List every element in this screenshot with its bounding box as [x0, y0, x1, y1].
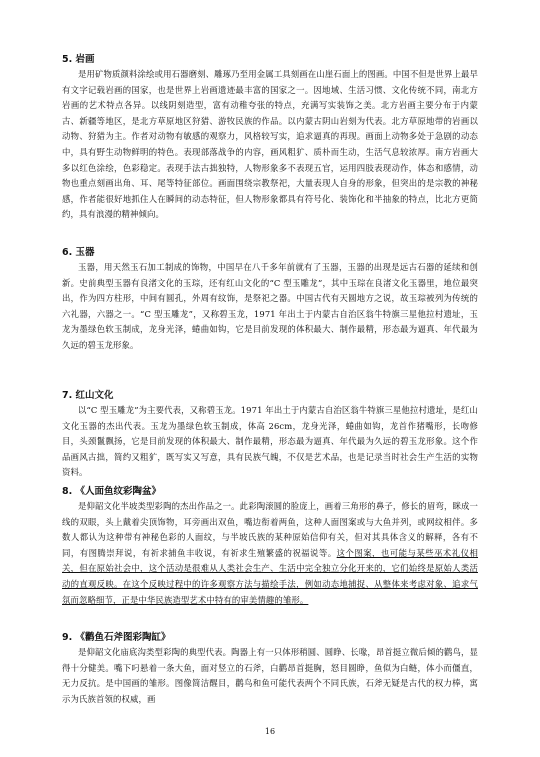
section-human-face-fish-basin	[62, 485, 478, 608]
section-stork-fish-axe-jar	[62, 631, 478, 707]
section-heading: 6. 玉器	[62, 247, 95, 258]
underlined-text: 这个图案，也可能与某些巫术礼仪相关，但在原始社会中，这个活动是很难从人类社会生产、生活中完全独立分化开来的，它们始终是原始人类活动的直观反映。在这个反映过程中的许多观察方法与描绘手法，例如动态地捕捉、从整体来考虑对象、追求气氛而忽略细节，正是中华民族造型艺术中特有的审美情趣的雏形。	[62, 547, 479, 605]
section-paragraph: 以“C 型玉雕龙”为主要代表，又称碧玉龙。1971 年出土于内蒙古自治区翁牛特旗三星他拉村遗址，是红山文化玉器的杰出代表。玉龙为墨绿色软玉制成，体高 26cm，龙身光泽，蜷曲如钩，龙首作猪嘴形，长吻修目，头颈鬣飘扬，它是目前发现的体积最大、制作最精，形态最为逼真、年代最为久远的碧玉龙形象。这个作品画风古拙，简约又粗犷，既写实又写意，具有民族气魄，不仅是艺术品，也是记录当时社会生产生活的实物资料。	[62, 405, 478, 478]
section-heading: 8. 《人面鱼纹彩陶盆》	[62, 486, 162, 497]
section-rock-painting	[62, 53, 478, 223]
paragraph-text: 是仰韶文化半坡类型彩陶的杰出作品之一。此彩陶滚圆的脸庞上，画着三角形的鼻子，修长的眉弯，眯成一线的双眼，头上戴着尖顶饰物，耳旁画出双鱼，嘴边衔着两鱼，这种人面图案或与大鱼并列，或网纹相伴。多数人都认为这种带有神秘色彩的人面纹，与半坡氏族的某种原始信仰有关，但对其具体含义的解释，各有不同，有图腾崇拜说，有祈求捕鱼丰收说，有祈求生殖繁盛的祝福说等。	[62, 501, 478, 558]
section-paragraph: 是仰韶文化庙底沟类型彩陶的典型代表。陶器上有一只体形稍圆、圆睁、长喙，昂首挺立微后倾的鹳鸟，显得十分健美。嘴下叼悬着一条大鱼，面对竖立的石斧，白鹳昂首挺胸，怒目圆睁，鱼似为白鲢，体小而僵直，无力反抗。是中国画的雏形。图像简洁醒目，鹳鸟和鱼可能代表两个不同氏族，石斧无疑是古代的权力棒，寓示为氏族首领的权威，画	[62, 647, 478, 704]
page-number: 16	[264, 727, 276, 736]
section-heading: 7. 红山文化	[62, 390, 114, 401]
section-hongshan-culture	[62, 389, 478, 481]
section-paragraph: 是用矿物质颜料涂绘或用石器磨刻、雕琢乃至用金属工具刻画在山崖石面上的图画。中国不但是世界上最早有文字记载岩画的国家，也是世界上岩画遗迹最丰富的国家之一。因地域、生活习惯、文化传统不同，南北方岩画的艺术特点各异。以线阴刻造型，富有动稚夸张的特点，充满写实装饰之美。北方岩画主要分布于内蒙古、新疆等地区，是北方草原地区狩猎、游牧民族的作品。以内蒙古阴山岩刻为代表。北方草原地带的岩画以动物、狩猎为主。作者对动物有敏感的观察力，风格较写实，追求逼真的再现。画面上动物多处于急剧的动态中，具有野生动物鲜明的特色。表现部落战争的内容，画风粗犷、质朴而生动，生活气息较浓厚。南方岩画大多以红色涂绘，色彩稳定。表现手法古拙独特，人物形象多不表现五官，运用四肢表现动作，体态和感情，动物也重点刻画出角、耳、尾等特征部位。画面围绕宗教祭祀，大量表现人自身的形象，但突出的是宗教的神秘感，作者能很好地抓住人在瞬间的动态特征，但人物形象都具有符号化、装饰化和半抽象的特点，比北方更简约，具有浪漫的精神倾向。	[62, 69, 478, 220]
section-paragraph	[62, 499, 478, 608]
section-jade	[62, 246, 478, 354]
section-heading: 5. 岩画	[62, 54, 95, 65]
section-paragraph: 玉器，用天然玉石加工制成的饰物，中国早在八千多年前就有了玉器，玉器的出现是远古石器的延续和创新。史前典型玉器有良渚文化的玉琮，还有红山文化的“C 型玉雕龙”，其中玉琮在良渚文化玉器里，地位最突出，作为四方柱形，中间有圆孔，外周有纹饰，是祭祀之器。中国古代有天圆地方之说，故玉琮被列为传统的六礼器，六器之一。“C 型玉雕龙”，又称碧玉龙，1971 年出土于内蒙古自治区翁牛特旗三星他拉村遗址，玉龙为墨绿色软玉制成，龙身光泽，蜷曲如钩，它是目前发现的体积最大、制作最精，形态最为逼真、年代最为久远的碧玉龙形象。	[62, 262, 478, 350]
section-heading: 9. 《鹳鱼石斧图彩陶缸》	[62, 632, 171, 643]
